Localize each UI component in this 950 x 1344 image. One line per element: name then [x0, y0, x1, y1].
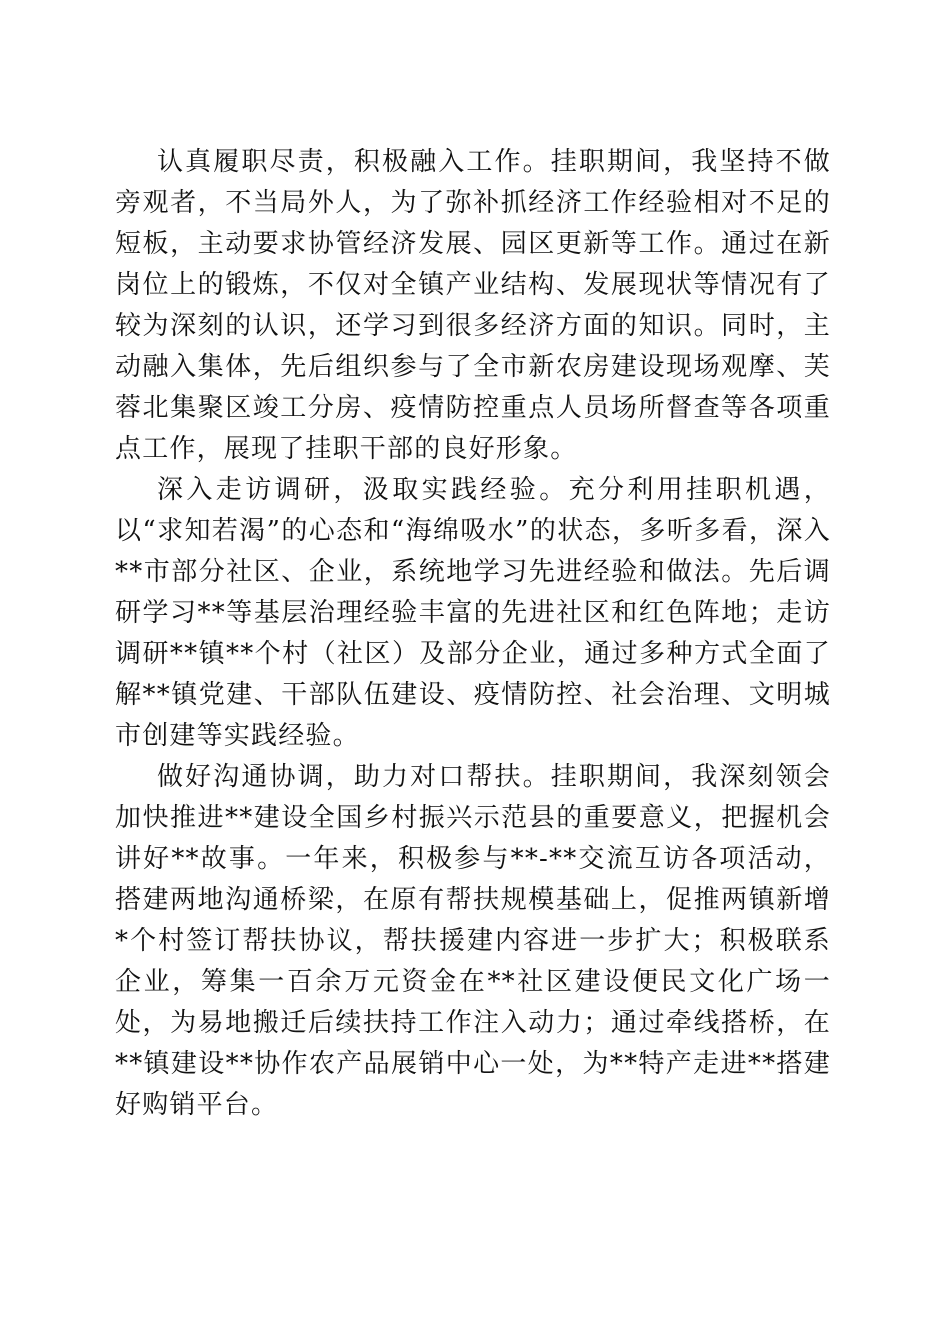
paragraph-field-research: 深入走访调研，汲取实践经验。充分利用挂职机遇，以“求知若渴”的心态和“海绵吸水”的状态，多听多看，深入**市部分社区、企业，系统地学习先进经验和做法。先后调研学习**等基层治理经验丰富的先进社区和红色阵地；走访调研**镇**个村（社区）及部分企业，通过多种方式全面了解**镇党建、干部队伍建设、疫情防控、社会治理、文明城市创建等实践经验。 — [115, 475, 831, 751]
paragraph-coordination-assistance: 做好沟通协调，助力对口帮扶。挂职期间，我深刻领会加快推进**建设全国乡村振兴示范县的重要意义，把握机会讲好**故事。一年来，积极参与**-**交流互访各项活动，搭建两地沟通桥梁，在原有帮扶规模基础上，促推两镇新增*个村签订帮扶协议，帮扶援建内容进一步扩大；积极联系企业，筹集一百余万元资金在**社区建设便民文化广场一处，为易地搬迁后续扶持工作注入动力；通过牵线搭桥，在**镇建设**协作农产品展销中心一处，为**特产走进**搭建好购销平台。 — [115, 762, 831, 1120]
document-body — [115, 142, 831, 1126]
paragraph-performing-duties: 认真履职尽责，积极融入工作。挂职期间，我坚持不做旁观者，不当局外人，为了弥补抓经济工作经验相对不足的短板，主动要求协管经济发展、园区更新等工作。通过在新岗位上的锻炼，不仅对全镇产业结构、发展现状等情况有了较为深刻的认识，还学习到很多经济方面的知识。同时，主动融入集体，先后组织参与了全市新农房建设现场观摩、芙蓉北集聚区竣工分房、疫情防控重点人员场所督查等各项重点工作，展现了挂职干部的良好形象。 — [115, 147, 831, 464]
